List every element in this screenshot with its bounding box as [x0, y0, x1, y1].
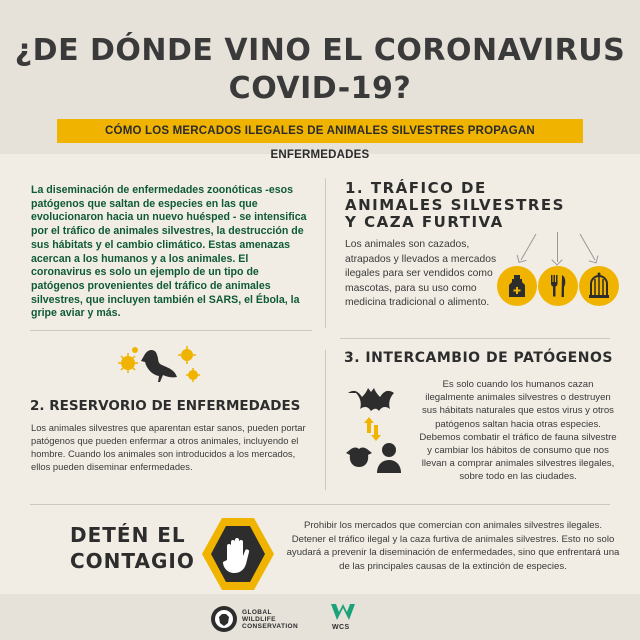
- birdcage-icon: [579, 266, 619, 306]
- gwc-logo: [210, 605, 238, 633]
- section-1-body: Los animales son cazados, atrapados y llevados a mercados ilegales para ser vendidos como mascotas, para su uso como medicina tradicional o alimento.: [345, 239, 497, 309]
- divider-bottom: [30, 504, 610, 505]
- title-line-1: ¿DE DÓNDE VINO EL CORONAVIRUS: [14, 33, 626, 68]
- section-3-title: 3. INTERCAMBIO DE PATÓGENOS: [344, 350, 613, 366]
- divider-left: [30, 330, 312, 331]
- divider-vertical-bottom: [325, 350, 326, 490]
- intro-text: La diseminación de enfermedades zoonóticas -esos patógenos que saltan de especies en las que evolucionaron hacia un nuevo huésped - se intensifica por el tráfico de animales silvestres, la destrucción de sus hábitats y el cambio climático. Estas amenazas acercan a los humanos y a los animales. El coronavirus es solo un ejemplo de un tipo de patógenos provenientes del tráfico de animales silvestres, que incluyen también el SARS, el Ébola, la gripe aviar y más.: [31, 184, 307, 320]
- divider-right: [340, 338, 610, 339]
- page-title: [0, 32, 640, 108]
- stop-body: Prohibir los mercados que comercian con animales silvestres ilegales. Detener el tráfico ilegal y la caza furtiva de animales silvestres. Esto no solo ayudará a prevenir la diseminación de enfermedades, sino que enfrentará una de las principales causas de la extinción de especies.: [286, 520, 620, 572]
- section-1-title: 1. TRÁFICO DE ANIMALES SILVESTRES Y CAZA FURTIVA: [345, 179, 565, 231]
- subtitle-banner: [57, 119, 583, 161]
- medicine-bottle-icon: [497, 266, 537, 306]
- fork-knife-icon: [538, 266, 578, 306]
- section-2-title: 2. RESERVORIO DE ENFERMEDADES: [30, 398, 301, 414]
- stop-title: DETÉN EL CONTAGIO: [70, 523, 195, 573]
- arrow-down-left-icon: [521, 234, 537, 260]
- arrow-down-right-icon: [580, 234, 596, 260]
- stop-hand-icon: [200, 516, 276, 592]
- bat-human-exchange-icon: [342, 375, 412, 485]
- section-3-body: Es solo cuando los humanos cazan ilegalmente animales silvestres o destruyen sus hábitats naturales que estos virus y otros patógenos saltan hacia otras especies. Debemos combatir el tráfico de fauna silvestre y cambiar los hábitos de consumo que nos llevan a comprar animales silvestres ilegales, sobre todo en las ciudades.: [419, 379, 617, 483]
- title-line-2: COVID-19?: [228, 71, 412, 106]
- wcs-logo: [330, 602, 356, 622]
- pigeon-virus-icon: [115, 340, 205, 390]
- arrow-down-icon: [557, 232, 558, 262]
- subtitle: CÓMO LOS MERCADOS ILEGALES DE ANIMALES SILVESTRES PROPAGAN ENFERMEDADES: [105, 125, 535, 161]
- divider-vertical-top: [325, 178, 326, 328]
- footer: [0, 594, 640, 640]
- gwc-logo-text: GLOBAL WILDLIFE CONSERVATION: [242, 609, 299, 630]
- section-2-body: Los animales silvestres que aparentan estar sanos, pueden portar patógenos que pueden enfermar a otros animales, incluyendo el hombre. Cuando los animales son introducidos a los mercados, ellos pueden diseminar enfermedades.: [31, 422, 306, 473]
- wcs-logo-text: WCS: [332, 624, 350, 631]
